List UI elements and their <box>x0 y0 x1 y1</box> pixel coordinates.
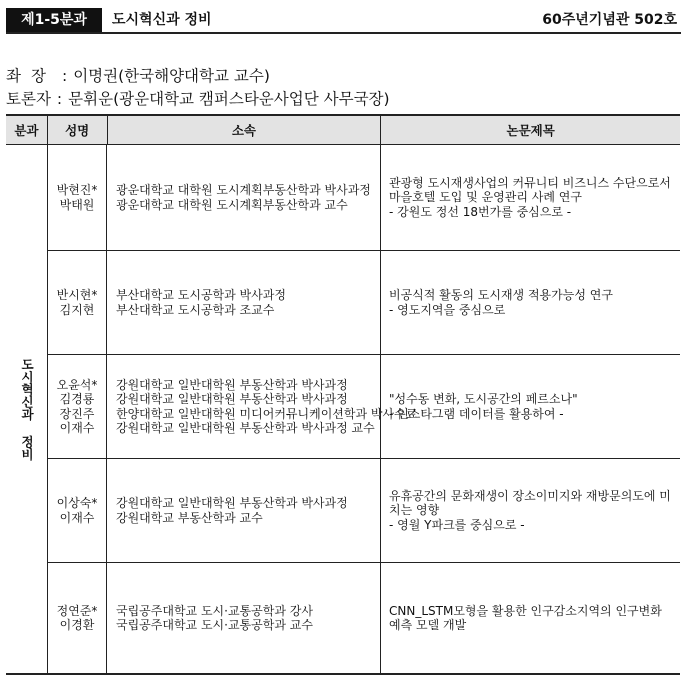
author-name: 정연준* <box>56 603 98 618</box>
author-affiliation: 강원대학교 일반대학원 부동산학과 박사과정 <box>116 377 348 392</box>
table-rows <box>47 145 680 673</box>
name-cell <box>47 145 106 250</box>
paper-title: 유휴공간의 문화재생이 장소이미지와 재방문의도에 미치는 영향 <box>389 488 671 518</box>
paper-subtitle: - 강원도 정선 18번가를 중심으로 - <box>389 204 572 219</box>
title-cell <box>380 355 680 458</box>
table-row <box>47 355 680 459</box>
table-row <box>47 251 680 355</box>
author-affiliation: 광운대학교 대학원 도시계획부동산학과 교수 <box>116 197 348 212</box>
discussant-label: 토론자 <box>6 90 51 108</box>
author-name: 장진주 <box>59 406 95 421</box>
author-name: 이상숙* <box>56 496 98 510</box>
author-affiliation: 강원대학교 일반대학원 부동산학과 박사과정 교수 <box>116 421 375 435</box>
header-section: 분과 <box>14 123 39 138</box>
affiliation-cell <box>106 459 380 562</box>
author-name: 김경룡 <box>59 392 95 406</box>
affiliation-cell <box>106 145 380 250</box>
paper-title: 관광형 도시재생사업의 커뮤니티 비즈니스 수단으로서 마을호텔 도입 및 운영관리 사례 연구 <box>389 175 671 205</box>
session-table <box>6 114 680 675</box>
paper-title: 비공식적 활동의 도시재생 적용가능성 연구 <box>389 288 613 302</box>
chair-label: 좌장 <box>6 67 56 85</box>
affiliation-cell <box>106 251 380 354</box>
author-affiliation: 강원대학교 일반대학원 부동산학과 박사과정 <box>116 496 348 510</box>
title-cell <box>380 459 680 562</box>
author-affiliation: 부산대학교 도시공학과 박사과정 <box>116 288 286 302</box>
session-title: 도시혁신과 정비 <box>112 12 212 28</box>
author-affiliation: 한양대학교 일반대학원 미디어커뮤니케이션학과 박사수료 <box>116 406 418 421</box>
session-header <box>6 8 681 34</box>
author-name: 반시현* <box>56 288 98 302</box>
author-affiliation: 국립공주대학교 도시·교통공학과 교수 <box>116 618 313 632</box>
discussant-separator: : <box>56 90 63 108</box>
title-cell <box>380 563 680 673</box>
author-name: 박현진* <box>56 183 98 197</box>
name-cell <box>47 355 106 458</box>
author-name: 김지현 <box>59 302 95 317</box>
title-cell <box>380 145 680 250</box>
name-cell <box>47 563 106 673</box>
chair-separator: : <box>61 67 68 85</box>
paper-subtitle: - 인스타그램 데이터를 활용하여 - <box>389 406 564 421</box>
paper-subtitle: - 영도지역을 중심으로 <box>389 302 506 317</box>
chair-line <box>6 64 270 86</box>
discussant-line <box>6 87 390 109</box>
name-cell <box>47 459 106 562</box>
header-affiliation: 소속 <box>107 116 381 144</box>
paper-title: CNN_LSTM모형을 활용한 인구감소지역의 인구변화 예측 모델 개발 <box>389 603 662 632</box>
session-room: 60주년기념관 502호 <box>542 12 677 28</box>
author-name: 이재수 <box>59 421 95 435</box>
author-name: 오윤석* <box>56 377 98 392</box>
author-name: 박태원 <box>59 197 95 212</box>
name-cell <box>47 251 106 354</box>
author-name: 이재수 <box>59 510 95 525</box>
author-affiliation: 강원대학교 부동산학과 교수 <box>116 510 263 525</box>
table-row <box>47 459 680 563</box>
table-body <box>6 145 680 675</box>
author-name: 이경환 <box>59 618 95 632</box>
author-affiliation: 부산대학교 도시공학과 조교수 <box>116 302 275 317</box>
section-cell <box>6 145 47 673</box>
table-row <box>47 145 680 251</box>
author-affiliation: 국립공주대학교 도시·교통공학과 강사 <box>116 603 313 618</box>
section-label: 도시혁신과 정비 <box>19 357 35 461</box>
affiliation-cell <box>106 563 380 673</box>
table-row <box>47 563 680 673</box>
author-affiliation: 광운대학교 대학원 도시계획부동산학과 박사과정 <box>116 183 371 197</box>
chair-person: 이명권(한국해양대학교 교수) <box>73 67 270 85</box>
header-name: 성명 <box>47 116 107 144</box>
table-header <box>6 114 680 145</box>
paper-subtitle: - 영월 Y파크를 중심으로 - <box>389 517 525 532</box>
title-cell <box>380 251 680 354</box>
author-affiliation: 강원대학교 일반대학원 부동산학과 박사과정 <box>116 392 348 406</box>
affiliation-cell <box>106 355 418 458</box>
header-title: 논문제목 <box>380 116 680 144</box>
paper-title: "성수동 변화, 도시공간의 페르소나" <box>389 392 578 406</box>
session-id-badge: 제1-5분과 <box>6 8 102 32</box>
discussant-person: 문휘운(광운대학교 캠퍼스타운사업단 사무국장) <box>68 90 390 108</box>
